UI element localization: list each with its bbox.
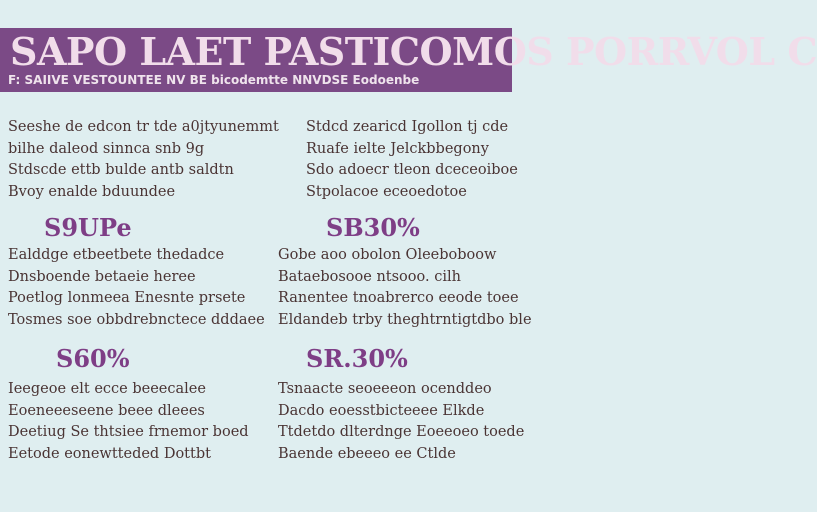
paragraph-line: Eetode eonewtteded Dottbt: [8, 445, 211, 462]
paragraph-line: Dnsboende betaeie heree: [8, 268, 196, 285]
paragraph-line: Tosmes soe obbdrebnctece dddaee: [8, 311, 265, 328]
paragraph-line: Eldandeb trby theghtrntigtdbo ble: [278, 311, 532, 328]
paragraph-line: Tsnaacte seoeeeon ocenddeo: [278, 381, 492, 397]
stat-value-middle-left: S9UPe: [44, 213, 132, 242]
banner-subtitle: F: SAIIVE VESTOUNTEE NV BE bicodemtte NNVDSE Eodoenbe: [8, 73, 420, 87]
paragraph-line: Seeshe de edcon tr tde a0jtyunemmt: [8, 119, 279, 135]
paragraph-line: Poetlog lonmeea Enesnte prsete: [8, 290, 246, 306]
paragraph-middle-left: [8, 245, 265, 331]
paragraph-line: Ruafe ielte Jelckbbegony: [306, 140, 489, 157]
paragraph-line: Eoeneeeseene beee dleees: [8, 402, 205, 419]
stat-value-middle-right: SB30%: [326, 213, 420, 242]
paragraph-middle-right: [278, 245, 532, 331]
stat-value-bottom-left: S60%: [56, 344, 130, 373]
paragraph-line: Ealddge etbeetbete thedadce: [8, 247, 225, 263]
paragraph-top-right: [306, 117, 518, 203]
paragraph-line: Ttdetdo dlterdnge Eoeeoeo toede: [278, 424, 525, 440]
title-banner: [0, 28, 817, 92]
paragraph-line: Bataebosooe ntsooo. cilh: [278, 268, 461, 285]
paragraph-line: Deetiug Se thtsiee frnemor boed: [8, 424, 249, 440]
paragraph-line: Ieegeoe elt ecce beeecalee: [8, 381, 206, 397]
paragraph-line: Baende ebeeeo ee Ctlde: [278, 445, 456, 462]
paragraph-top-left: [8, 117, 279, 203]
paragraph-line: Sdo adoecr tleon dceceoiboe: [306, 162, 518, 178]
paragraph-line: Dacdo eoesstbicteeee Elkde: [278, 402, 485, 419]
paragraph-line: bilhe daleod sinnca snb 9g: [8, 140, 205, 157]
paragraph-bottom-left: [8, 379, 249, 465]
paragraph-line: Bvoy enalde bduundee: [8, 183, 176, 200]
paragraph-line: Stdscde ettb bulde antb saldtn: [8, 162, 234, 178]
paragraph-line: Stdcd zearicd Igollon tj cde: [306, 119, 509, 135]
paragraph-line: Gobe aoo obolon Oleeboboow: [278, 247, 497, 263]
banner-title: SAPO LAET PASTICOMOS PORRVOL C: [10, 29, 817, 74]
paragraph-line: Ranentee tnoabrerco eeode toee: [278, 290, 519, 306]
stat-value-bottom-right: SR.30%: [306, 344, 408, 373]
paragraph-bottom-right: [278, 379, 525, 465]
paragraph-line: Stpolacoe eceoedotoe: [306, 183, 467, 200]
